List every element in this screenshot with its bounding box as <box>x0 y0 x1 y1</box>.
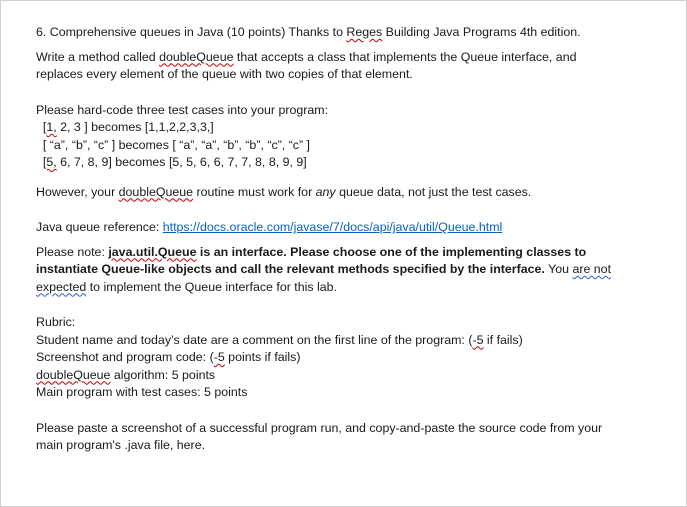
note-line3-rest: to implement the Queue interface for this lab. <box>86 279 337 294</box>
final-instruction-2: main program's .java file, here. <box>36 438 206 452</box>
question-title <box>36 24 656 42</box>
however-line <box>36 184 656 202</box>
rubric-item-2 <box>36 349 656 367</box>
note-are-not: are not <box>572 262 612 276</box>
test2-rest: “a”, “b”, “c” ] becomes [ “a”, “a”, “b”, “b”, “c”, “c” ] <box>46 137 311 152</box>
note-you: You <box>544 262 573 276</box>
test1-first: 1, <box>46 120 57 134</box>
final-instruction-1: Please paste a screenshot of a successful program run, and copy-and-paste the source code from your <box>36 420 603 435</box>
note-class-name: java.util.Queue <box>108 244 197 259</box>
tests-heading: Please hard-code three test cases into your program: <box>36 102 329 117</box>
note-line-3 <box>36 279 656 297</box>
title-reges: Reges <box>346 25 383 39</box>
test1-open: [ <box>42 120 47 134</box>
rubric3-text: algorithm: 5 points <box>110 367 216 382</box>
rubric-heading: Rubric: <box>36 315 76 329</box>
note-text: Please note: <box>36 244 109 259</box>
rubric-item-4: Main program with test cases: 5 points <box>36 385 248 399</box>
note-line-2 <box>36 261 656 279</box>
rubric3-method: doubleQueue <box>36 367 111 382</box>
instruction-text-b: that accepts a class that implements the Queue interface, and <box>233 49 577 64</box>
however-text: However, your <box>36 184 119 199</box>
however-text-b: routine must work for <box>193 184 316 199</box>
test2-open: [ <box>42 137 47 152</box>
method-name: doubleQueue <box>159 49 234 64</box>
rubric1-points: -5 <box>472 332 484 347</box>
title-text: 6. Comprehensive queues in Java (10 points) Thanks to <box>36 25 347 39</box>
test-case-2 <box>36 137 656 155</box>
instruction-line-2: replaces every element of the queue with two copies of that element. <box>36 67 413 81</box>
instruction-text: Write a method called <box>36 49 160 64</box>
however-method: doubleQueue <box>118 184 194 199</box>
however-any: any <box>315 184 336 199</box>
title-suffix: Building Java Programs 4th edition. <box>382 25 581 39</box>
reference-label: Java queue reference: <box>36 220 163 234</box>
test3-rest: 6, 7, 8, 9] becomes [5, 5, 6, 6, 7, 7, 8, 8, 9, 9] <box>56 155 307 169</box>
document-body <box>36 24 656 455</box>
queue-docs-link[interactable]: https://docs.oracle.com/javase/7/docs/api/java/util/Queue.html <box>162 220 503 234</box>
note-line-1 <box>36 244 656 262</box>
test-case-3 <box>36 154 656 172</box>
test1-rest: 2, 3 ] becomes [1,1,2,2,3,3,] <box>56 120 214 134</box>
rubric2-suffix: points if fails) <box>224 350 301 364</box>
rubric2-points: -5 <box>213 350 225 364</box>
test-case-1 <box>36 119 656 137</box>
rubric1-suffix: if fails) <box>483 332 523 347</box>
rubric-item-1 <box>36 332 656 350</box>
instruction-line-1 <box>36 49 656 67</box>
note-bold-line2: instantiate Queue-like objects and call the relevant methods specified by the interface. <box>36 262 545 276</box>
however-text-c: queue data, not just the test cases. <box>335 184 532 199</box>
reference-line <box>36 219 656 237</box>
rubric-item-3 <box>36 367 656 385</box>
rubric1-text: Student name and today’s date are a comment on the first line of the program: ( <box>36 332 473 347</box>
note-expected: expected <box>36 279 87 294</box>
rubric2-text: Screenshot and program code: ( <box>36 350 214 364</box>
note-bold-text: is an interface. Please choose one of the implementing classes to <box>196 244 587 259</box>
test3-first: [5, <box>42 155 57 169</box>
